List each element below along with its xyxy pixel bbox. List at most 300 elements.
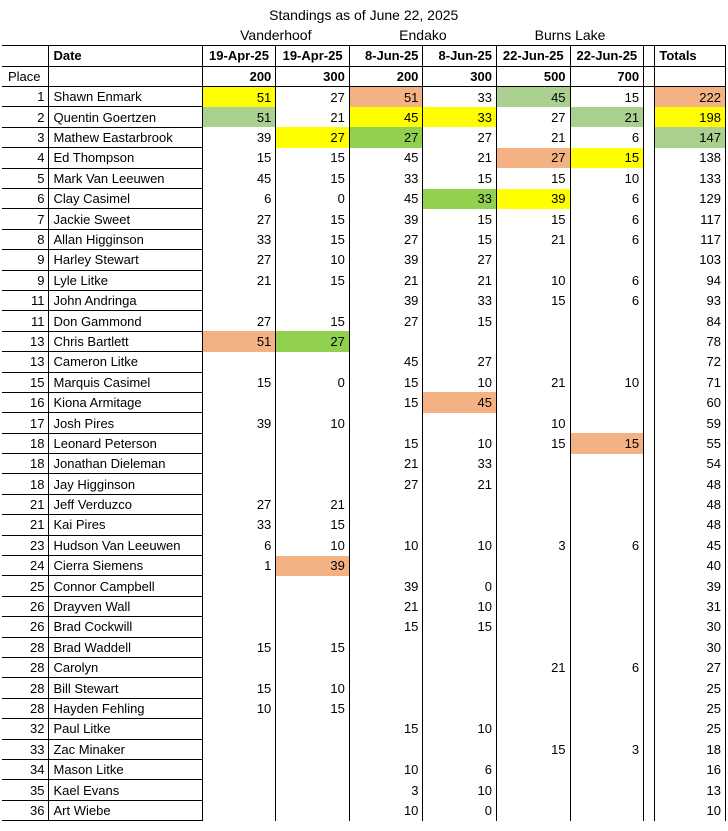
player-name-cell: Josh Pires — [49, 413, 202, 433]
player-name-cell: Brad Waddell — [49, 637, 202, 657]
score-cell — [423, 678, 497, 698]
place-cell: 18 — [2, 454, 49, 474]
score-cell: 10 — [349, 535, 423, 555]
score-cell: 15 — [423, 311, 497, 331]
place-cell: 9 — [2, 270, 49, 290]
place-cell: 1 — [2, 87, 49, 107]
score-cell: 15 — [202, 637, 276, 657]
score-cell — [570, 596, 644, 616]
score-cell: 15 — [423, 617, 497, 637]
total-cell: 103 — [655, 250, 726, 270]
score-cell — [276, 454, 350, 474]
score-cell: 6 — [570, 535, 644, 555]
total-cell: 222 — [655, 87, 726, 107]
score-cell: 21 — [423, 148, 497, 168]
total-cell: 13 — [655, 780, 726, 800]
total-cell: 30 — [655, 617, 726, 637]
score-cell — [570, 250, 644, 270]
score-cell — [496, 637, 570, 657]
player-name-cell: Carolyn — [49, 658, 202, 678]
player-name-cell: Hayden Fehling — [49, 698, 202, 718]
score-cell: 15 — [496, 168, 570, 188]
player-name-cell: Zac Minaker — [49, 739, 202, 759]
score-cell: 0 — [423, 576, 497, 596]
score-cell: 21 — [349, 270, 423, 290]
score-cell: 33 — [423, 454, 497, 474]
total-cell: 30 — [655, 637, 726, 657]
place-cell: 2 — [2, 107, 49, 127]
score-cell — [496, 800, 570, 820]
score-cell: 27 — [423, 352, 497, 372]
total-cell: 72 — [655, 352, 726, 372]
score-cell: 39 — [349, 290, 423, 310]
place-cell: 26 — [2, 617, 49, 637]
score-cell — [570, 637, 644, 657]
score-cell — [202, 290, 276, 310]
score-cell: 15 — [349, 719, 423, 739]
table-row — [2, 678, 726, 698]
place-cell: 34 — [2, 759, 49, 779]
place-cell: 23 — [2, 535, 49, 555]
score-cell: 33 — [423, 107, 497, 127]
date-header-cell: 22-Jun-25 — [496, 46, 570, 66]
score-cell — [202, 576, 276, 596]
score-cell: 15 — [202, 148, 276, 168]
score-cell: 33 — [202, 515, 276, 535]
score-cell — [349, 698, 423, 718]
score-cell — [276, 576, 350, 596]
total-cell: 94 — [655, 270, 726, 290]
score-cell: 15 — [276, 209, 350, 229]
table-row — [2, 209, 726, 229]
score-cell: 21 — [496, 658, 570, 678]
score-cell — [276, 474, 350, 494]
player-name-cell: Leonard Peterson — [49, 433, 202, 453]
player-name-cell: John Andringa — [49, 290, 202, 310]
score-cell: 10 — [423, 719, 497, 739]
score-cell: 39 — [276, 556, 350, 576]
score-cell: 15 — [496, 433, 570, 453]
score-cell: 3 — [496, 535, 570, 555]
player-name-cell: Mathew Eastarbrook — [49, 127, 202, 147]
score-cell — [496, 454, 570, 474]
score-cell: 21 — [423, 474, 497, 494]
score-cell — [496, 474, 570, 494]
score-cell: 6 — [202, 189, 276, 209]
score-cell — [496, 494, 570, 514]
score-cell — [349, 556, 423, 576]
total-cell: 48 — [655, 515, 726, 535]
total-cell: 27 — [655, 658, 726, 678]
score-cell: 21 — [496, 127, 570, 147]
total-cell: 93 — [655, 290, 726, 310]
score-cell: 45 — [349, 189, 423, 209]
table-row — [2, 800, 726, 820]
total-cell: 133 — [655, 168, 726, 188]
score-cell — [349, 678, 423, 698]
score-cell — [496, 678, 570, 698]
score-cell: 10 — [276, 413, 350, 433]
table-row — [2, 270, 726, 290]
player-name-cell: Kiona Armitage — [49, 392, 202, 412]
score-cell: 21 — [496, 229, 570, 249]
table-row — [2, 719, 726, 739]
score-cell: 6 — [570, 658, 644, 678]
score-cell: 21 — [349, 454, 423, 474]
table-row — [2, 311, 726, 331]
score-cell: 15 — [276, 515, 350, 535]
player-name-cell: Art Wiebe — [49, 800, 202, 820]
score-cell: 21 — [423, 270, 497, 290]
total-cell: 60 — [655, 392, 726, 412]
table-row — [2, 596, 726, 616]
score-cell: 10 — [570, 168, 644, 188]
place-cell: 3 — [2, 127, 49, 147]
score-cell: 33 — [423, 189, 497, 209]
score-cell — [570, 494, 644, 514]
place-cell: 13 — [2, 352, 49, 372]
points-header-cell: 300 — [276, 66, 350, 86]
place-cell: 28 — [2, 658, 49, 678]
score-cell: 15 — [276, 311, 350, 331]
score-cell — [202, 352, 276, 372]
score-cell: 10 — [423, 372, 497, 392]
points-header-cell: 200 — [202, 66, 276, 86]
score-cell — [349, 658, 423, 678]
score-cell: 27 — [423, 250, 497, 270]
score-cell: 21 — [349, 596, 423, 616]
player-name-cell: Drayven Wall — [49, 596, 202, 616]
score-cell — [496, 759, 570, 779]
total-cell: 25 — [655, 719, 726, 739]
place-cell: 35 — [2, 780, 49, 800]
table-row — [2, 148, 726, 168]
score-cell — [202, 617, 276, 637]
points-header-cell: 500 — [496, 66, 570, 86]
score-cell: 45 — [349, 148, 423, 168]
score-cell — [570, 617, 644, 637]
score-cell — [496, 780, 570, 800]
score-cell: 6 — [570, 127, 644, 147]
score-cell — [276, 739, 350, 759]
total-cell: 78 — [655, 331, 726, 351]
score-cell: 51 — [202, 87, 276, 107]
table-row — [2, 229, 726, 249]
score-cell: 27 — [423, 127, 497, 147]
score-cell: 15 — [276, 637, 350, 657]
score-cell — [423, 556, 497, 576]
date-header-cell: 8-Jun-25 — [349, 46, 423, 66]
score-cell — [202, 800, 276, 820]
place-cell: 9 — [2, 250, 49, 270]
score-cell — [276, 617, 350, 637]
total-cell: 198 — [655, 107, 726, 127]
place-cell: 15 — [2, 372, 49, 392]
score-cell: 27 — [276, 87, 350, 107]
score-cell: 27 — [349, 311, 423, 331]
table-row — [2, 413, 726, 433]
total-cell: 25 — [655, 698, 726, 718]
player-name-cell: Marquis Casimel — [49, 372, 202, 392]
place-cell: 13 — [2, 331, 49, 351]
score-cell: 15 — [423, 209, 497, 229]
table-row — [2, 127, 726, 147]
total-cell: 39 — [655, 576, 726, 596]
score-cell — [276, 759, 350, 779]
score-cell: 51 — [202, 331, 276, 351]
score-cell: 3 — [349, 780, 423, 800]
score-cell: 6 — [570, 270, 644, 290]
score-cell — [570, 392, 644, 412]
standings-table — [2, 5, 726, 821]
score-cell: 15 — [349, 392, 423, 412]
total-cell: 18 — [655, 739, 726, 759]
place-cell: 11 — [2, 290, 49, 310]
player-name-cell: Hudson Van Leeuwen — [49, 535, 202, 555]
score-cell: 27 — [202, 311, 276, 331]
place-cell: 4 — [2, 148, 49, 168]
score-cell: 51 — [202, 107, 276, 127]
place-cell: 7 — [2, 209, 49, 229]
player-name-cell: Don Gammond — [49, 311, 202, 331]
player-name-cell: Cameron Litke — [49, 352, 202, 372]
place-cell: 11 — [2, 311, 49, 331]
total-cell: 48 — [655, 494, 726, 514]
score-cell: 6 — [570, 189, 644, 209]
table-row — [2, 535, 726, 555]
score-cell: 21 — [570, 107, 644, 127]
score-cell — [276, 352, 350, 372]
score-cell — [423, 739, 497, 759]
score-cell — [423, 515, 497, 535]
player-name-cell: Ed Thompson — [49, 148, 202, 168]
date-header: Date — [49, 46, 202, 66]
score-cell: 15 — [570, 433, 644, 453]
player-name-cell: Bill Stewart — [49, 678, 202, 698]
score-cell: 15 — [570, 87, 644, 107]
score-cell: 15 — [276, 270, 350, 290]
score-cell — [570, 698, 644, 718]
score-cell: 45 — [349, 352, 423, 372]
table-row — [2, 392, 726, 412]
score-cell — [423, 331, 497, 351]
total-cell: 84 — [655, 311, 726, 331]
table-row — [2, 698, 726, 718]
score-cell — [349, 331, 423, 351]
score-cell — [570, 311, 644, 331]
table-row — [2, 494, 726, 514]
place-cell: 21 — [2, 515, 49, 535]
place-cell: 18 — [2, 474, 49, 494]
player-name-cell: Jonathan Dieleman — [49, 454, 202, 474]
score-cell: 21 — [276, 107, 350, 127]
score-cell: 51 — [349, 87, 423, 107]
score-cell: 10 — [423, 433, 497, 453]
score-cell: 15 — [276, 168, 350, 188]
table-row — [2, 107, 726, 127]
score-cell: 3 — [570, 739, 644, 759]
points-header-cell: 300 — [423, 66, 497, 86]
score-cell: 10 — [570, 372, 644, 392]
score-cell: 21 — [496, 372, 570, 392]
score-cell — [570, 678, 644, 698]
score-cell: 27 — [202, 250, 276, 270]
player-name-cell: Connor Campbell — [49, 576, 202, 596]
place-cell: 26 — [2, 596, 49, 616]
score-cell — [276, 780, 350, 800]
score-cell — [570, 331, 644, 351]
score-cell — [496, 617, 570, 637]
score-cell: 15 — [349, 372, 423, 392]
score-cell — [570, 759, 644, 779]
score-cell: 10 — [202, 698, 276, 718]
date-header-cell: 19-Apr-25 — [276, 46, 350, 66]
total-cell: 129 — [655, 189, 726, 209]
total-cell: 45 — [655, 535, 726, 555]
place-cell: 28 — [2, 698, 49, 718]
player-name-cell: Jackie Sweet — [49, 209, 202, 229]
score-cell: 27 — [349, 127, 423, 147]
table-row — [2, 352, 726, 372]
place-cell: 8 — [2, 229, 49, 249]
score-cell: 45 — [423, 392, 497, 412]
points-header-cell: 200 — [349, 66, 423, 86]
score-cell: 10 — [423, 780, 497, 800]
points-header-cell: 700 — [570, 66, 644, 86]
score-cell — [496, 352, 570, 372]
table-row — [2, 433, 726, 453]
score-cell — [496, 331, 570, 351]
score-cell: 15 — [202, 678, 276, 698]
score-cell — [202, 474, 276, 494]
score-cell: 15 — [202, 372, 276, 392]
score-cell — [202, 719, 276, 739]
table-row — [2, 290, 726, 310]
player-name-cell: Paul Litke — [49, 719, 202, 739]
place-cell: 36 — [2, 800, 49, 820]
place-cell: 28 — [2, 678, 49, 698]
page-title: Standings as of June 22, 2025 — [269, 6, 459, 23]
score-cell: 39 — [202, 413, 276, 433]
score-cell — [202, 596, 276, 616]
total-cell: 59 — [655, 413, 726, 433]
score-cell — [570, 474, 644, 494]
score-cell — [202, 759, 276, 779]
score-cell: 27 — [202, 209, 276, 229]
table-row — [2, 759, 726, 779]
score-cell: 15 — [496, 290, 570, 310]
place-cell: 17 — [2, 413, 49, 433]
score-cell: 15 — [276, 229, 350, 249]
score-cell: 15 — [423, 168, 497, 188]
score-cell — [496, 311, 570, 331]
score-cell — [570, 515, 644, 535]
score-cell — [570, 454, 644, 474]
date-header-cell: 19-Apr-25 — [202, 46, 276, 66]
table-row — [2, 637, 726, 657]
total-cell: 55 — [655, 433, 726, 453]
score-cell: 21 — [202, 270, 276, 290]
score-cell — [496, 576, 570, 596]
table-row — [2, 331, 726, 351]
table-row — [2, 87, 726, 107]
total-cell: 16 — [655, 759, 726, 779]
score-cell — [423, 413, 497, 433]
score-cell — [570, 576, 644, 596]
table-row — [2, 372, 726, 392]
player-name-cell: Chris Bartlett — [49, 331, 202, 351]
score-cell — [349, 494, 423, 514]
score-cell: 1 — [202, 556, 276, 576]
score-cell: 15 — [349, 617, 423, 637]
score-cell: 0 — [276, 189, 350, 209]
player-name-cell: Shawn Enmark — [49, 87, 202, 107]
date-header-cell: 22-Jun-25 — [570, 46, 644, 66]
place-cell: 25 — [2, 576, 49, 596]
score-cell: 10 — [496, 413, 570, 433]
score-cell — [496, 719, 570, 739]
venue-vanderhoof: Vanderhoof — [240, 26, 312, 43]
score-cell: 27 — [496, 107, 570, 127]
player-name-cell: Allan Higginson — [49, 229, 202, 249]
player-name-cell: Cierra Siemens — [49, 556, 202, 576]
place-header: Place — [2, 66, 49, 86]
place-cell: 5 — [2, 168, 49, 188]
score-cell: 33 — [423, 87, 497, 107]
score-cell — [570, 352, 644, 372]
score-cell — [202, 454, 276, 474]
score-cell: 6 — [202, 535, 276, 555]
score-cell: 39 — [349, 576, 423, 596]
place-cell: 16 — [2, 392, 49, 412]
score-cell: 39 — [349, 250, 423, 270]
score-cell — [276, 392, 350, 412]
score-cell: 15 — [570, 148, 644, 168]
score-cell — [349, 637, 423, 657]
totals-header: Totals — [655, 46, 726, 66]
score-cell — [349, 739, 423, 759]
score-cell — [276, 596, 350, 616]
score-cell: 10 — [423, 596, 497, 616]
player-name-cell: Mason Litke — [49, 759, 202, 779]
score-cell: 33 — [202, 229, 276, 249]
table-row — [2, 189, 726, 209]
score-cell: 39 — [496, 189, 570, 209]
score-cell: 33 — [423, 290, 497, 310]
table-row — [2, 515, 726, 535]
date-header-cell: 8-Jun-25 — [423, 46, 497, 66]
score-cell: 45 — [202, 168, 276, 188]
score-cell — [276, 658, 350, 678]
total-cell: 40 — [655, 556, 726, 576]
score-cell: 33 — [349, 168, 423, 188]
score-cell — [496, 515, 570, 535]
score-cell: 15 — [496, 739, 570, 759]
score-cell: 10 — [423, 535, 497, 555]
table-row — [2, 474, 726, 494]
total-cell: 138 — [655, 148, 726, 168]
total-cell: 117 — [655, 229, 726, 249]
score-cell: 10 — [349, 800, 423, 820]
table-row — [2, 454, 726, 474]
score-cell — [349, 413, 423, 433]
place-cell: 28 — [2, 637, 49, 657]
score-cell — [276, 433, 350, 453]
player-name-cell: Quentin Goertzen — [49, 107, 202, 127]
score-cell — [276, 800, 350, 820]
score-cell — [202, 658, 276, 678]
score-cell: 27 — [276, 331, 350, 351]
